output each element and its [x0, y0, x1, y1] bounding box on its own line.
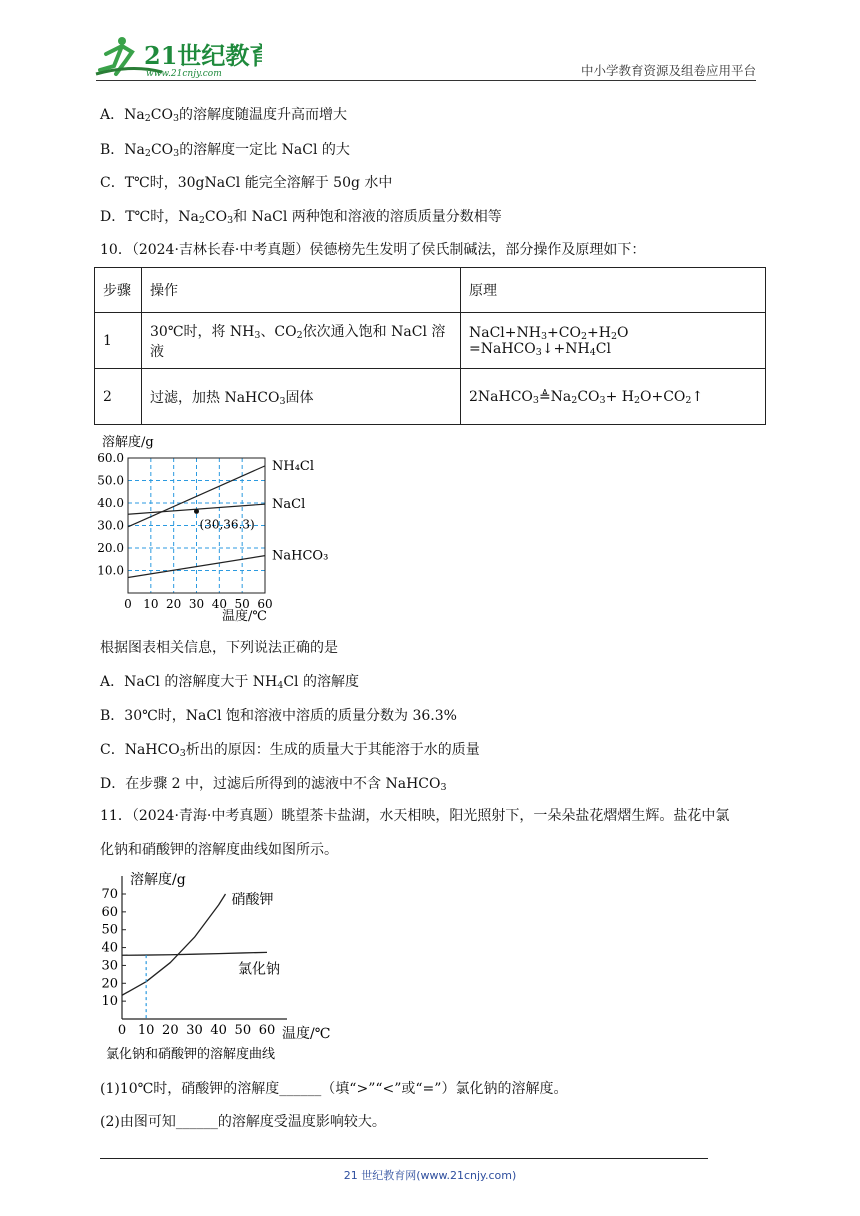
series-label-nacl: NaCl: [272, 497, 306, 513]
y-tick-label: 20.0: [97, 541, 124, 555]
x-axis-label: 温度/℃: [282, 1026, 331, 1042]
y-tick-label: 30: [101, 958, 118, 974]
q10-option-c: C．NaHCO$_3$析出的原因：生成的质量大于其能溶于水的质量: [100, 742, 480, 759]
x-tick-label: 20: [166, 597, 182, 611]
solubility-chart-1: [90, 430, 350, 625]
y-tick-label: 10: [101, 994, 118, 1010]
y-tick-label: 60.0: [97, 451, 124, 465]
y-tick-label: 70: [101, 887, 118, 902]
x-tick-label: 30: [188, 597, 205, 611]
series-label-nh4cl: NH₄Cl: [272, 458, 315, 474]
q10-option-b: B．30℃时，NaCl 饱和溶液中溶质的质量分数为 36.3%: [100, 708, 457, 724]
y-tick-label: 40: [101, 940, 118, 956]
table-header-cell: 操作: [142, 268, 461, 313]
q9-option-c: C．T℃时，30gNaCl 能完全溶解于 50g 水中: [100, 175, 393, 191]
x-tick-label: 40: [211, 597, 227, 611]
x-tick-label: 60: [257, 597, 273, 611]
x-tick-label: 10: [143, 597, 159, 611]
x-tick-label: 50: [234, 597, 250, 611]
y-tick-label: 60: [101, 904, 118, 920]
table-header-row: [95, 268, 766, 313]
series-line-kno3: [122, 894, 225, 995]
x-tick-label: 50: [234, 1023, 252, 1038]
q10-question: 根据图表相关信息，下列说法正确的是: [100, 640, 338, 656]
table-cell-equation: $2NaHCO_3≜Na_2CO_3+$ $H_2O+CO_2↑$: [461, 369, 766, 425]
y-tick-label: 50.0: [97, 473, 124, 488]
y-tick-label: 20: [101, 976, 118, 992]
x-tick-label: 10: [137, 1023, 155, 1038]
y-tick-label: 50: [101, 922, 118, 938]
series-label-nahco3: NaHCO₃: [272, 548, 329, 564]
y-axis-label: 溶解度/g: [130, 872, 186, 888]
table-row: [95, 313, 766, 369]
x-tick-label: 40: [210, 1023, 227, 1038]
point-label: (30,36.3): [199, 517, 255, 532]
q11-stem-line2: 化钠和硝酸钾的溶解度曲线如图所示。: [100, 842, 338, 858]
table-cell-step: 2: [95, 369, 142, 425]
q9-option-d: D．T℃时，$Na_2CO_3$和 NaCl 两种饱和溶液的溶质质量分数相等: [100, 209, 502, 226]
y-tick-label: 10.0: [97, 563, 124, 578]
x-tick-label: 30: [186, 1023, 203, 1038]
x-tick-label: 20: [162, 1023, 179, 1038]
q11-stem-line1: 11．（2024·青海·中考真题）眺望茶卡盐湖，水天相映，阳光照射下，一朵朵盐花熠熠生辉。盐花中氯: [100, 808, 730, 824]
x-tick-label: 0: [124, 597, 132, 611]
chart-caption: 氯化钠和硝酸钾的溶解度曲线: [106, 1047, 276, 1062]
x-tick-label: 0: [117, 1023, 127, 1038]
site-logo: [92, 34, 262, 80]
y-tick-label: 40.0: [97, 496, 124, 510]
y-tick-label: 30.0: [97, 518, 124, 533]
table-header-cell: 原理: [461, 268, 766, 313]
data-point: [194, 509, 199, 514]
header-divider: [96, 80, 756, 81]
series-label-kno3: 硝酸钾: [231, 892, 274, 908]
q11-sub1: (1)10℃时，硝酸钾的溶解度______（填“>”“<”或“=”）氯化钠的溶解度。: [100, 1081, 568, 1097]
series-label-nacl: 氯化钠: [238, 961, 280, 978]
solubility-chart-2: [92, 866, 352, 1066]
x-tick-label: 60: [258, 1023, 276, 1038]
table-cell-operation: 30℃时，将 $NH_3$、$CO_2$依次通入饱和 NaCl 溶液: [142, 313, 461, 369]
table-row: [95, 369, 766, 425]
table-cell-operation: 过滤，加热 NaHCO$_3$固体: [142, 369, 461, 425]
series-line-nacl: [122, 952, 267, 955]
logo-url: www.21cnjy.com: [146, 69, 222, 79]
footer-divider: [100, 1158, 708, 1159]
y-axis-label: 溶解度/g: [102, 435, 154, 450]
steps-table: [94, 267, 766, 425]
logo-text: 21世纪教育: [144, 41, 262, 70]
table-header-cell: 步骤: [95, 268, 142, 313]
platform-name: 中小学教育资源及组卷应用平台: [580, 63, 756, 78]
footer-site: 21 世纪教育网(www.21cnjy.com): [343, 1169, 517, 1182]
q9-option-b: B．$Na_2CO_3$的溶解度一定比 NaCl 的大: [100, 142, 350, 159]
x-axis-label: 温度/℃: [222, 609, 267, 624]
table-cell-step: 1: [95, 313, 142, 369]
q11-sub2: (2)由图可知______的溶解度受温度影响较大。: [100, 1114, 386, 1130]
table-cell-equation: $NaCl+NH_3+CO_2+H_2O$ $=NaHCO_3↓+NH_4Cl$: [461, 313, 766, 369]
q9-option-a: A．$Na_2CO_3$的溶解度随温度升高而增大: [100, 107, 348, 124]
q10-stem: 10．（2024·吉林长春·中考真题）侯德榜先生发明了侯氏制碱法，部分操作及原理如下：: [100, 242, 646, 258]
q10-option-d: D．在步骤 2 中，过滤后所得到的滤液中不含 NaHCO$_3$: [100, 776, 447, 793]
q10-option-a: A．NaCl 的溶解度大于 $NH_4Cl$ 的溶解度: [100, 674, 359, 691]
